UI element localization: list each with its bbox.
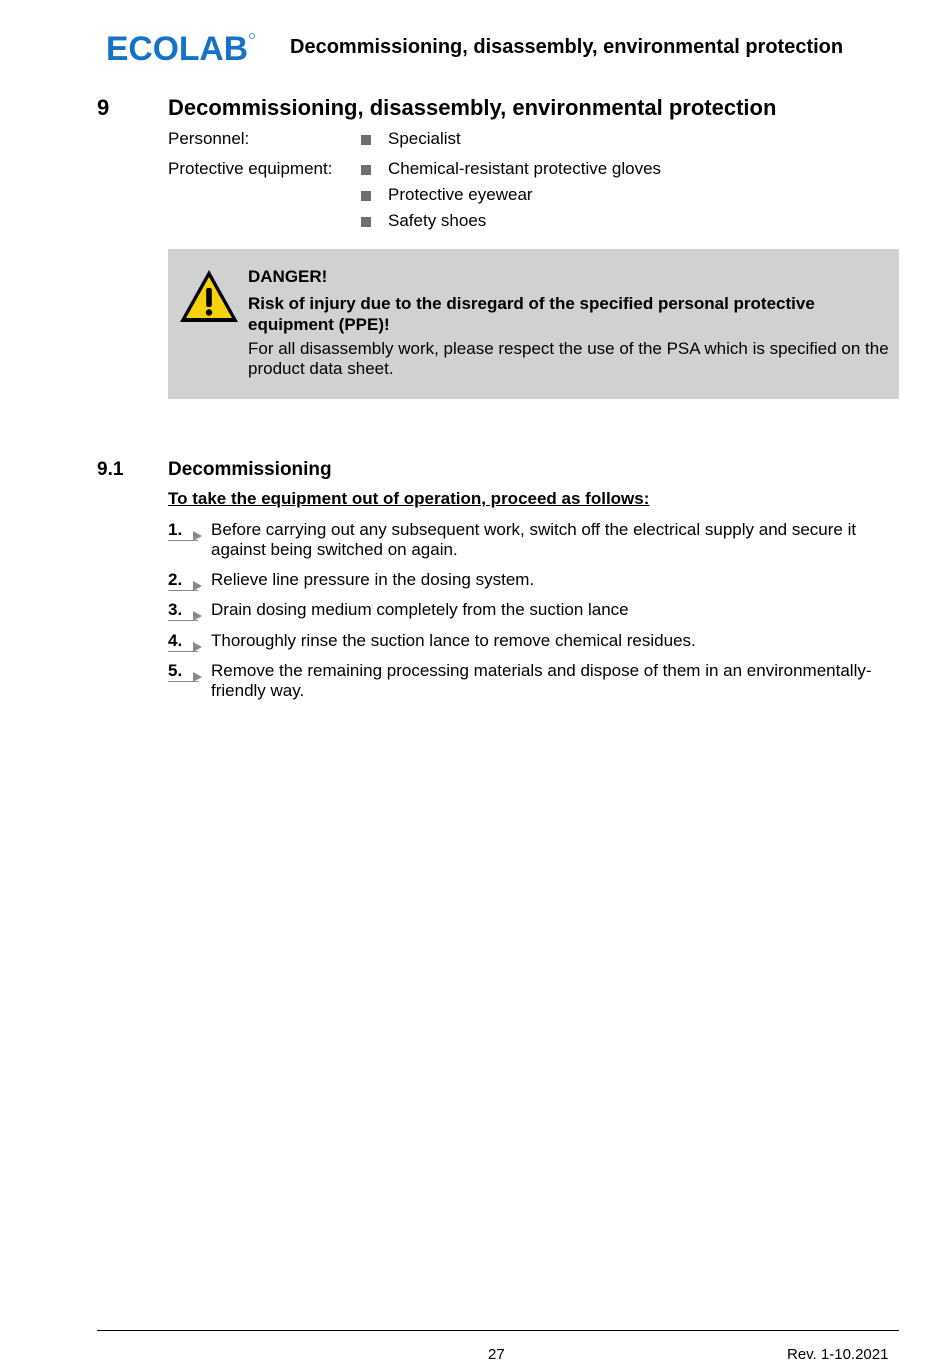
section-number: 9 xyxy=(97,95,110,120)
equipment-item: Protective eyewear xyxy=(388,185,533,204)
step-text: Before carrying out any subsequent work, switch off the electrical supply and secure it against being switched on again. xyxy=(211,520,857,559)
warning-triangle-icon xyxy=(178,268,240,324)
personnel-label: Personnel: xyxy=(168,129,250,148)
step-arrow-icon xyxy=(193,672,202,682)
header-title: Decommissioning, disassembly, environmental protection xyxy=(290,36,844,58)
bullet-icon xyxy=(361,191,371,201)
step-number: 1. xyxy=(168,520,183,539)
step-arrow-icon xyxy=(193,611,202,621)
footer-divider xyxy=(97,1330,899,1331)
revision-label: Rev. 1-10.2021 xyxy=(787,1346,889,1363)
step-text: Thoroughly rinse the suction lance to remove chemical residues. xyxy=(211,631,696,650)
page-number: 27 xyxy=(488,1346,505,1363)
step-number: 3. xyxy=(168,600,183,619)
svg-text:ECOLAB: ECOLAB xyxy=(106,30,248,64)
danger-title: DANGER! xyxy=(248,267,328,286)
step-arrow-icon xyxy=(193,581,202,591)
section-title: Decommissioning, disassembly, environmental protection xyxy=(168,95,777,120)
personnel-item: Specialist xyxy=(388,129,461,148)
equipment-item: Chemical-resistant protective gloves xyxy=(388,159,662,178)
step-number: 4. xyxy=(168,631,183,650)
step-text: Remove the remaining processing materials and dispose of them in an environmentally-friendly way. xyxy=(211,661,872,700)
step-arrow-icon xyxy=(193,642,202,652)
ecolab-logo xyxy=(106,30,256,64)
danger-text: For all disassembly work, please respect the use of the PSA which is specified on the product data sheet. xyxy=(248,339,889,378)
procedure-intro: To take the equipment out of operation, proceed as follows: xyxy=(168,489,650,508)
equipment-label: Protective equipment: xyxy=(168,159,333,178)
bullet-icon xyxy=(361,165,371,175)
subsection-title: Decommissioning xyxy=(168,459,332,480)
step-arrow-icon xyxy=(193,531,202,541)
step-number: 2. xyxy=(168,570,183,589)
subsection-number: 9.1 xyxy=(97,459,124,480)
bullet-icon xyxy=(361,217,371,227)
step-number: 5. xyxy=(168,661,183,680)
bullet-icon xyxy=(361,135,371,145)
step-text: Drain dosing medium completely from the suction lance xyxy=(211,600,629,619)
step-text: Relieve line pressure in the dosing system. xyxy=(211,570,535,589)
danger-subtitle: Risk of injury due to the disregard of the specified personal protective equipment (PPE)! xyxy=(248,294,815,334)
equipment-item: Safety shoes xyxy=(388,211,487,230)
